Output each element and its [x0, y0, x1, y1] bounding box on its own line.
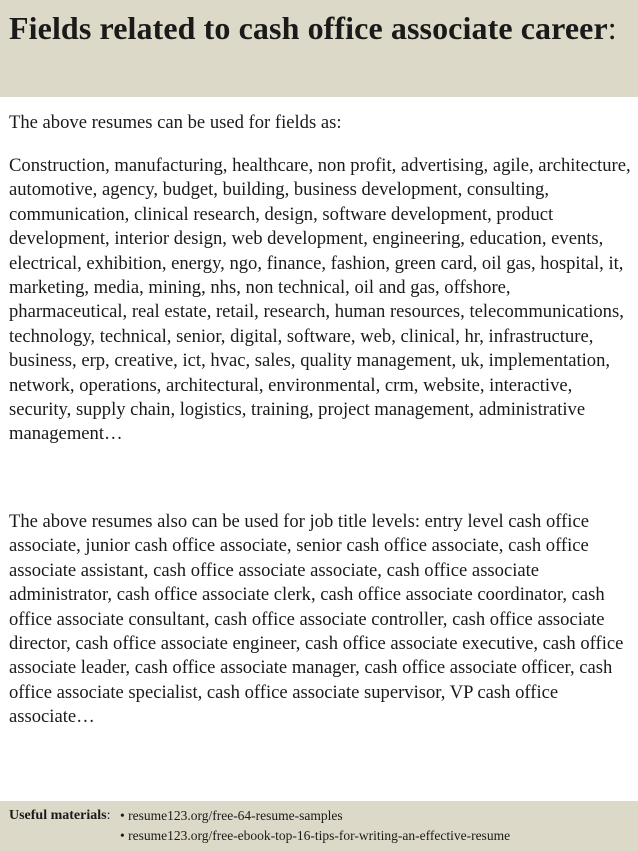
page-title-colon: :	[607, 10, 617, 46]
job-levels-list: The above resumes also can be used for job title levels: entry level cash office associate, junior cash office associate, senior cash office associate, cash office associate assistant, cash office associate associate, cash office associate administrator, cash office associate clerk, cash office associate coordinator, cash office associate consultant, cash office associate controller, cash office associate director, cash office associate engineer, cash office associate executive, cash office associate leader, cash office associate manager, cash office associate officer, cash office associate specialist, cash office associate supervisor, VP cash office associate…	[9, 511, 624, 728]
useful-materials-colon: :	[106, 808, 111, 823]
useful-materials-label	[9, 806, 110, 826]
fields-list: Construction, manufacturing, healthcare, non profit, advertising, agile, architecture, automotive, agency, budget, building, business development, consulting, communication, clinical research, design, software development, product development, interior design, web development, engineering, education, events, electrical, exhibition, energy, ngo, finance, fashion, green card, oil gas, hospital, it, marketing, media, mining, nhs, non technical, oil and gas, offshore, pharmaceutical, real estate, retail, research, human resources, telecommunications, technology, technical, senior, digital, software, web, clinical, hr, infrastructure, business, erp, creative, ict, hvac, sales, quality management, uk, implementation, network, operations, architectural, environmental, crm, website, interactive, security, supply chain, logistics, training, project management, administrative management…	[9, 155, 631, 445]
intro-text: The above resumes can be used for fields as:	[9, 112, 342, 133]
useful-materials-label-text: Useful materials	[9, 808, 107, 823]
footer-banner	[0, 801, 638, 851]
header-banner	[0, 0, 638, 97]
ebook-tips-link[interactable]: • resume123.org/free-ebook-top-16-tips-for-writing-an-effective-resume	[120, 828, 511, 843]
page-title-text: Fields related to cash office associate career	[9, 10, 608, 46]
resume-samples-link[interactable]: • resume123.org/free-64-resume-samples	[120, 808, 343, 823]
page-title	[9, 8, 629, 48]
